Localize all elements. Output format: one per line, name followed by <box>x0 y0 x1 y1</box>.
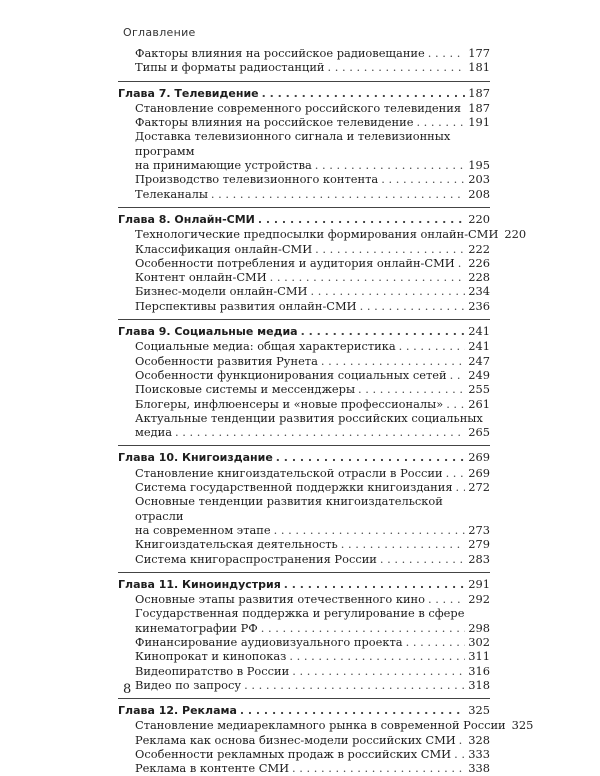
chapter-page: 241 <box>468 324 490 339</box>
entry-title: Становление современного российского телевидения <box>135 100 462 115</box>
dot-leader <box>301 325 466 339</box>
entry-title: Система государственной поддержки книгоиздания <box>135 480 453 495</box>
toc-entry[interactable] <box>118 46 490 60</box>
dot-leader <box>381 172 465 186</box>
entry-page: 222 <box>468 241 490 256</box>
chapter-block <box>118 319 490 439</box>
dot-leader <box>240 704 465 718</box>
dot-leader <box>274 523 466 537</box>
entry-title: Перспективы развития онлайн-СМИ <box>135 298 357 313</box>
entry-title: Факторы влияния на российское телевидение <box>135 115 414 130</box>
entry-page: 226 <box>468 255 490 270</box>
toc-entry[interactable] <box>118 101 490 115</box>
entry-title: Контент онлайн-СМИ <box>135 270 267 285</box>
entry-page: 273 <box>468 522 490 537</box>
entry-page: 181 <box>468 60 490 75</box>
entry-title: Блогеры, инфлюенсеры и «новые профессионалы» <box>135 396 444 411</box>
entry-page: 279 <box>468 537 490 552</box>
dot-leader <box>464 101 465 115</box>
toc-entry[interactable] <box>118 733 490 747</box>
toc-entry[interactable] <box>118 339 490 353</box>
dot-leader <box>458 256 466 270</box>
entry-page: 236 <box>468 298 490 313</box>
dot-leader <box>406 635 466 649</box>
dot-leader <box>399 339 466 353</box>
entry-title: Социальные медиа: общая характеристика <box>135 339 396 354</box>
chapter-heading[interactable] <box>118 577 490 592</box>
entry-page: 255 <box>468 382 490 397</box>
dot-leader <box>328 60 466 74</box>
toc-entry[interactable] <box>118 635 490 649</box>
chapter-page: 220 <box>468 211 490 226</box>
chapter-title: Глава 12. Реклама <box>118 704 237 718</box>
entry-title: Типы и форматы радиостанций <box>135 60 325 75</box>
entry-page: 316 <box>468 663 490 678</box>
toc-entry[interactable] <box>118 718 534 733</box>
chapter-block <box>118 445 490 565</box>
entry-title-line[interactable]: Доставка телевизионного сигнала и телевизионных программ <box>135 129 451 158</box>
entry-title: Классификация онлайн-СМИ <box>135 241 313 256</box>
dot-leader <box>358 382 465 396</box>
chapter-heading[interactable] <box>118 86 490 101</box>
entry-title: Телеканалы <box>135 186 208 201</box>
dot-leader <box>284 578 465 592</box>
entry-page: 338 <box>468 761 490 776</box>
dot-leader <box>261 621 466 635</box>
dot-leader <box>270 270 466 284</box>
entry-title: Система книгораспространения России <box>135 551 377 566</box>
toc-entry[interactable] <box>118 747 490 761</box>
dot-leader <box>321 354 465 368</box>
dot-leader <box>428 592 465 606</box>
dot-leader <box>175 425 465 439</box>
entry-title-cont: на принимающие устройства <box>135 158 312 173</box>
entry-title-line[interactable]: Актуальные тенденции развития российских социальных <box>135 410 483 425</box>
chapter-block <box>118 207 527 313</box>
toc-entry[interactable] <box>118 270 490 284</box>
chapter-heading[interactable] <box>118 703 490 718</box>
toc-entry[interactable] <box>118 368 490 382</box>
toc-entry[interactable] <box>118 466 490 480</box>
toc-entry[interactable] <box>118 60 490 74</box>
entry-title: Видео по запросу <box>135 677 242 692</box>
toc-entry[interactable] <box>118 523 490 537</box>
entry-page: 228 <box>468 270 490 285</box>
entry-title-cont: медиа <box>135 425 172 440</box>
entry-title-line[interactable]: Основные тенденции развития книгоиздательской отрасли <box>135 494 443 523</box>
entry-title-cont: на современном этапе <box>135 522 271 537</box>
dot-leader <box>211 187 465 201</box>
table-of-contents <box>118 46 534 776</box>
entry-title-cont: кинематографии РФ <box>135 620 258 635</box>
dot-leader <box>315 158 465 172</box>
entry-page: 177 <box>468 46 490 60</box>
toc-entry[interactable] <box>118 284 490 298</box>
dot-leader <box>310 284 465 298</box>
entry-title: Реклама в контенте СМИ <box>135 761 290 776</box>
toc-entry[interactable] <box>118 172 490 186</box>
entry-page: 208 <box>468 186 490 201</box>
entry-page: 272 <box>468 480 490 495</box>
entry-title: Особенности рекламных продаж в российских СМИ <box>135 747 452 762</box>
toc-entry[interactable] <box>118 382 490 396</box>
entry-title: Особенности развития Рунета <box>135 353 318 368</box>
toc-entry[interactable] <box>118 299 490 313</box>
chapter-heading[interactable] <box>118 324 490 339</box>
dot-leader <box>446 466 466 480</box>
dot-leader <box>416 115 465 129</box>
chapter-title: Глава 11. Киноиндустрия <box>118 577 281 591</box>
running-header: Оглавление <box>123 26 196 39</box>
dot-leader <box>459 733 466 747</box>
dot-leader <box>341 537 465 551</box>
entry-title: Производство телевизионного контента <box>135 172 379 187</box>
toc-entry[interactable] <box>118 227 527 242</box>
dot-leader <box>258 213 465 227</box>
entry-title: Реклама как основа бизнес-модели российских СМИ <box>135 732 456 747</box>
entry-page: 311 <box>468 649 490 664</box>
entry-page: 328 <box>468 732 490 747</box>
toc-entry[interactable] <box>118 187 490 201</box>
entry-page: 283 <box>468 551 490 566</box>
entry-page: 203 <box>468 172 490 187</box>
entry-title: Основные этапы развития отечественного кино <box>135 592 426 607</box>
toc-entry[interactable] <box>118 354 490 368</box>
dot-leader <box>244 678 465 692</box>
toc-entry[interactable] <box>118 242 490 256</box>
dot-leader <box>456 480 466 494</box>
entry-page: 220 <box>504 227 527 242</box>
entry-title: Бизнес-модели онлайн-СМИ <box>135 284 308 299</box>
chapter-page: 291 <box>468 576 490 591</box>
dot-leader <box>380 552 465 566</box>
entry-title: Поисковые системы и мессенджеры <box>135 382 356 397</box>
entry-title: Видеопиратство в России <box>135 663 290 678</box>
chapter-title: Глава 8. Онлайн-СМИ <box>118 212 255 226</box>
entry-title: Технологические предпосылки формирования онлайн-СМИ <box>135 227 499 242</box>
entry-page: 325 <box>511 718 534 733</box>
dot-leader <box>446 397 465 411</box>
toc-entry[interactable] <box>118 621 490 635</box>
entry-page: 241 <box>468 339 490 354</box>
entry-page: 333 <box>468 747 490 762</box>
entry-page: 187 <box>468 100 490 115</box>
entry-title: Становление книгоиздательской отрасли в России <box>135 465 443 480</box>
dot-leader <box>292 664 465 678</box>
entry-title: Финансирование аудиовизуального проекта <box>135 634 403 649</box>
toc-entry[interactable] <box>118 397 490 411</box>
toc-entry[interactable] <box>118 678 490 692</box>
dot-leader <box>360 299 466 313</box>
chapter-block <box>118 572 490 692</box>
entry-page: 247 <box>468 353 490 368</box>
entry-page: 191 <box>468 115 490 130</box>
chapter-page: 325 <box>468 703 490 718</box>
entry-page: 265 <box>468 425 490 440</box>
entry-title: Книгоиздательская деятельность <box>135 537 338 552</box>
chapter-title: Глава 7. Телевидение <box>118 86 259 100</box>
toc-entry[interactable] <box>118 537 490 551</box>
dot-leader <box>292 761 465 775</box>
dot-leader <box>262 87 466 101</box>
entry-page: 302 <box>468 634 490 649</box>
chapter-block <box>118 81 490 201</box>
entry-title: Особенности функционирования социальных сетей <box>135 367 447 382</box>
entry-page: 298 <box>468 620 490 635</box>
toc-entry[interactable] <box>118 664 490 678</box>
toc-entry[interactable] <box>118 425 490 439</box>
toc-entry[interactable] <box>118 115 490 129</box>
toc-entry[interactable] <box>118 552 490 566</box>
toc-entry[interactable] <box>118 256 490 270</box>
dot-leader <box>428 46 466 60</box>
entry-title: Особенности потребления и аудитория онлайн-СМИ <box>135 255 455 270</box>
entry-title: Кинопрокат и кинопоказ <box>135 649 287 664</box>
chapter-block <box>118 698 534 776</box>
entry-title: Становление медиарекламного рынка в современной России <box>135 718 506 733</box>
dot-leader <box>450 368 466 382</box>
entry-page: 318 <box>468 677 490 692</box>
toc-entry[interactable] <box>118 480 490 494</box>
entry-page: 292 <box>468 592 490 607</box>
dot-leader <box>276 451 465 465</box>
chapter-page: 187 <box>468 85 490 100</box>
toc-entry[interactable] <box>118 158 490 172</box>
chapter-page: 269 <box>468 450 490 465</box>
dot-leader <box>454 747 465 761</box>
chapter-title: Глава 9. Социальные медиа <box>118 325 298 339</box>
toc-entry[interactable] <box>118 761 490 775</box>
entry-page: 261 <box>468 396 490 411</box>
toc-entry[interactable] <box>118 592 490 606</box>
entry-page: 234 <box>468 284 490 299</box>
dot-leader <box>315 242 465 256</box>
entry-page: 269 <box>468 465 490 480</box>
entry-page: 195 <box>468 158 490 173</box>
chapter-heading[interactable] <box>118 212 490 227</box>
dot-leader <box>289 649 465 663</box>
entry-title-line[interactable]: Государственная поддержка и регулирование в сфере <box>135 606 465 621</box>
entry-title: Факторы влияния на российское радиовещание <box>135 46 425 60</box>
chapter-heading[interactable] <box>118 450 490 465</box>
toc-entry[interactable] <box>118 649 490 663</box>
page-number: 8 <box>123 682 132 697</box>
entry-page: 249 <box>468 367 490 382</box>
chapter-title: Глава 10. Книгоиздание <box>118 451 273 465</box>
